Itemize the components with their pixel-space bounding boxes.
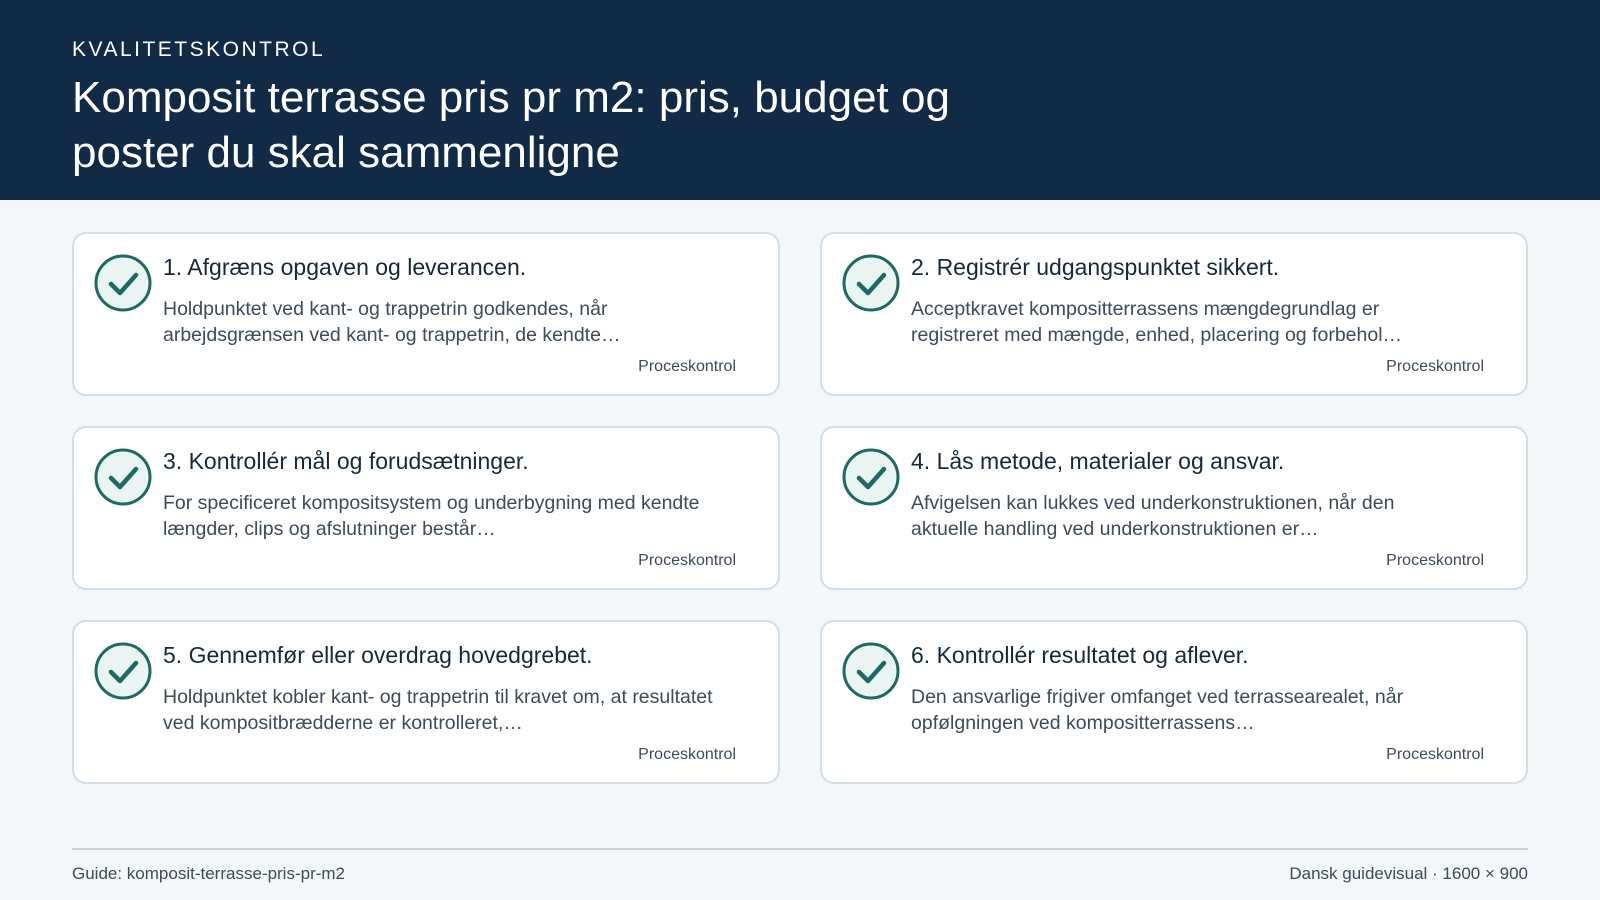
- card-title: 6. Kontrollér resultatet og aflever.: [911, 642, 1249, 668]
- card-tag: Proceskontrol: [638, 746, 736, 763]
- card-tag: Proceskontrol: [638, 552, 736, 569]
- check-circle-icon: [842, 642, 900, 700]
- checklist-card-1: [72, 232, 780, 396]
- checklist-card-6: [820, 620, 1528, 784]
- card-title: 1. Afgræns opgaven og leverancen.: [163, 254, 527, 280]
- card-title: 3. Kontrollér mål og forudsætninger.: [163, 448, 529, 474]
- header-banner: [0, 0, 1600, 200]
- check-circle-icon: [94, 448, 152, 506]
- card-title: 5. Gennemfør eller overdrag hovedgrebet.: [163, 642, 593, 668]
- card-title: 4. Lås metode, materialer og ansvar.: [911, 448, 1285, 474]
- checklist-card-3: [72, 426, 780, 590]
- card-title: 2. Registrér udgangspunktet sikkert.: [911, 254, 1280, 280]
- card-description: Acceptkravet kompositterrassens mængdegrundlag er registreret med mængde, enhed, placering og forbehol…: [911, 298, 1403, 346]
- checklist-grid: [72, 232, 1528, 784]
- card-description: Afvigelsen kan lukkes ved underkonstruktionen, når den aktuelle handling ved underkonstruktionen er…: [911, 492, 1395, 540]
- card-tag: Proceskontrol: [638, 358, 736, 375]
- card-tag: Proceskontrol: [1386, 746, 1484, 763]
- footer-divider: [72, 848, 1528, 850]
- checklist-card-4: [820, 426, 1528, 590]
- card-description: Holdpunktet ved kant- og trappetrin godkendes, når arbejdsgrænsen ved kant- og trappetrin, de kendte…: [163, 298, 621, 346]
- footer-meta-label: Dansk guidevisual · 1600 × 900: [1289, 864, 1528, 883]
- checklist-card-2: [820, 232, 1528, 396]
- check-circle-icon: [842, 254, 900, 312]
- footer-guide-label: Guide: komposit-terrasse-pris-pr-m2: [72, 864, 346, 883]
- card-description: For specificeret kompositsystem og underbygning med kendte længder, clips og afslutninger består…: [163, 492, 700, 540]
- card-tag: Proceskontrol: [1386, 358, 1484, 375]
- card-description: Den ansvarlige frigiver omfanget ved terrassearealet, når opfølgningen ved kompositterrassens…: [911, 686, 1404, 734]
- check-circle-icon: [94, 642, 152, 700]
- check-circle-icon: [94, 254, 152, 312]
- eyebrow-label: KVALITETSKONTROL: [72, 38, 326, 61]
- check-circle-icon: [842, 448, 900, 506]
- page-title: Komposit terrasse pris pr m2: pris, budget og poster du skal sammenligne: [72, 73, 950, 177]
- card-tag: Proceskontrol: [1386, 552, 1484, 569]
- checklist-card-5: [72, 620, 780, 784]
- card-description: Holdpunktet kobler kant- og trappetrin til kravet om, at resultatet ved kompositbrædderne er kontrolleret,…: [163, 686, 713, 734]
